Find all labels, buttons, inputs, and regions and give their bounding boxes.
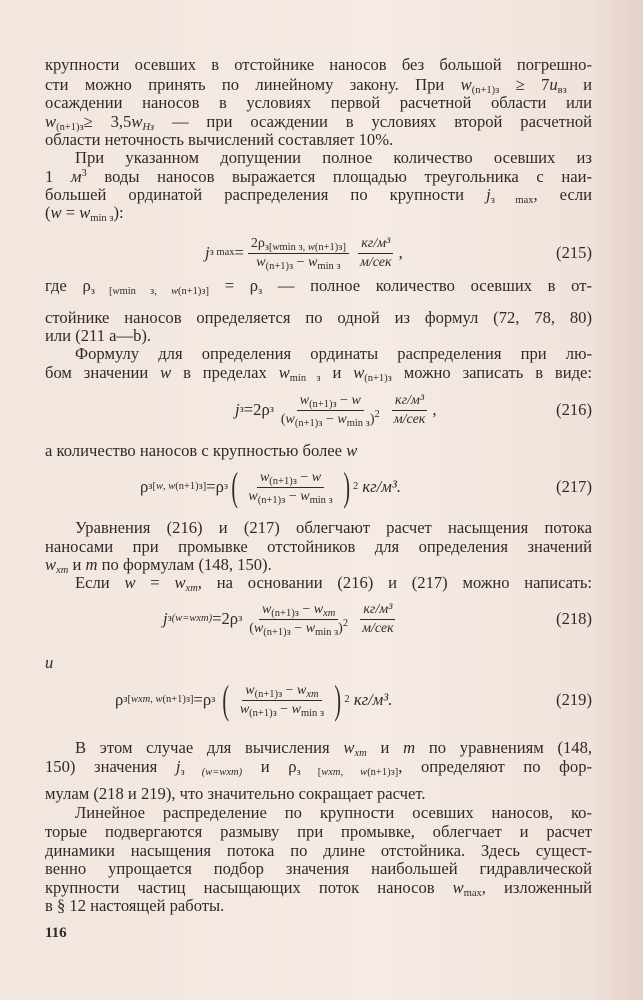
equation-number: (216): [556, 400, 592, 419]
text-line: осаждении наносов в условиях первой расчетной области или: [45, 93, 592, 112]
text-line: крупности осевших в отстойнике наносов без большой погрешно-: [45, 55, 592, 74]
text-line: В этом случае для вычисления $w_{xm}$ и m по уравнениям (148,: [75, 738, 592, 758]
text-line: Формулу для определения ординаты распределения при лю-: [75, 344, 592, 363]
text-line: в § 12 настоящей работы.: [45, 896, 225, 915]
text-line: а количество наносов с крупностью более w: [45, 441, 358, 460]
formula-219: ρ з[wxm, w(n+1)з] = ρ з ( $\frac{w_{(n+1)з} - w_{xm}}{w_{(n+1)з} - w_{min з}}$ ) 2 кг/м³. (219): [45, 675, 592, 725]
text-line: крупности частиц насыщающих поток наносов $w_{max}$, изложенный: [45, 878, 592, 898]
text-line: динамики насыщения потока по длине отстойника. Здесь сущест-: [45, 841, 592, 860]
formula-216: j з = 2ρ з $\frac{w_{(n+1)з} - w}{(w_{(n+1)з} - w_{min з})^2}$ $\frac{\text{кг/м³}}{\text{м/сек}}$ , (216): [45, 385, 592, 435]
text-line: бом значении w в пределах $w_{min з}$ и $w_{(n+1)з}$ можно записать в виде:: [45, 363, 592, 383]
text-line: стойнике наносов определяется по одной из формул (72, 78, 80): [45, 308, 592, 327]
text-line: Линейное распределение по крупности осевших наносов, ко-: [75, 803, 592, 822]
text-line: $w_{(n+1)з}\ge 3,5w_{Нз}$ — при осаждении в условиях второй расчетной: [45, 112, 592, 132]
text-line: области неточность вычислений составляет 10%.: [45, 130, 394, 149]
text-line: 150) значения $j_{з (w=wxm)}$ и $\rho_{з [wxm, w(n+1)з]}$, определяют по фор-: [45, 757, 592, 778]
formula-215: j з max = $\frac{2\rho_{з[wmin з, w(n+1)з]}}{w_{(n+1)з} - w_{min з}}$ $\frac{\text{кг/м³}}{\text{м/сек}}$ , (215): [45, 228, 592, 278]
equation-number: (218): [556, 609, 592, 628]
text-line: наносами при промывке отстойников для определения значений: [45, 537, 592, 556]
formula-218: j з(w=wxm) = 2ρ з $\frac{w_{(n+1)з} - w_{xm}}{(w_{(n+1)з} - w_{min з})^2}$ $\frac{\text{кг/м³}}{\text{м/сек}}$ (218): [45, 594, 592, 644]
text-line: где $\rho_{з [wmin з, w(n+1)з]} = \rho_з$ — полное количество осевших в от-: [45, 276, 592, 297]
text-line: и: [45, 653, 54, 672]
text-line: 1 $м^3$ воды наносов выражается площадью треугольника с наи-: [45, 167, 592, 186]
text-line: $(w = w_{min з})$:: [45, 203, 124, 223]
text-line: или (211 a—b).: [45, 326, 152, 345]
text-line: большей ординатой распределения по крупности $j_{з max}$, если: [45, 185, 592, 205]
text-line: Если $w = w_{xm}$, на основании (216) и (217) можно написать:: [75, 573, 592, 593]
text-line: $w_{xm}$ и m по формулам (148, 150).: [45, 555, 272, 575]
text-line: мулам (218 и 219), что значительно сокращает расчет.: [45, 784, 426, 803]
text-line: Уравнения (216) и (217) облегчают расчет насыщения потока: [75, 518, 592, 537]
text-line: венно упрощается подбор значения наибольшей гидравлической: [45, 859, 592, 878]
page-number: 116: [45, 925, 67, 941]
equation-number: (219): [556, 690, 592, 709]
text-line: сти можно принять по линейному закону. При $w_{(n+1)з} \ge 7u_{вз}$ и: [45, 75, 592, 95]
equation-number: (217): [556, 477, 592, 496]
equation-number: (215): [556, 243, 592, 262]
text-line: торые подвергаются размыву при промывке, облегчает и расчет: [45, 822, 592, 841]
formula-217: ρ з[w, w(n+1)з] = ρ з ( $\frac{w_{(n+1)з} - w}{w_{(n+1)з} - w_{min з}}$ ) 2 кг/м³. (217): [45, 462, 592, 512]
text-line: При указанном допущении полное количество осевших из: [75, 148, 592, 167]
